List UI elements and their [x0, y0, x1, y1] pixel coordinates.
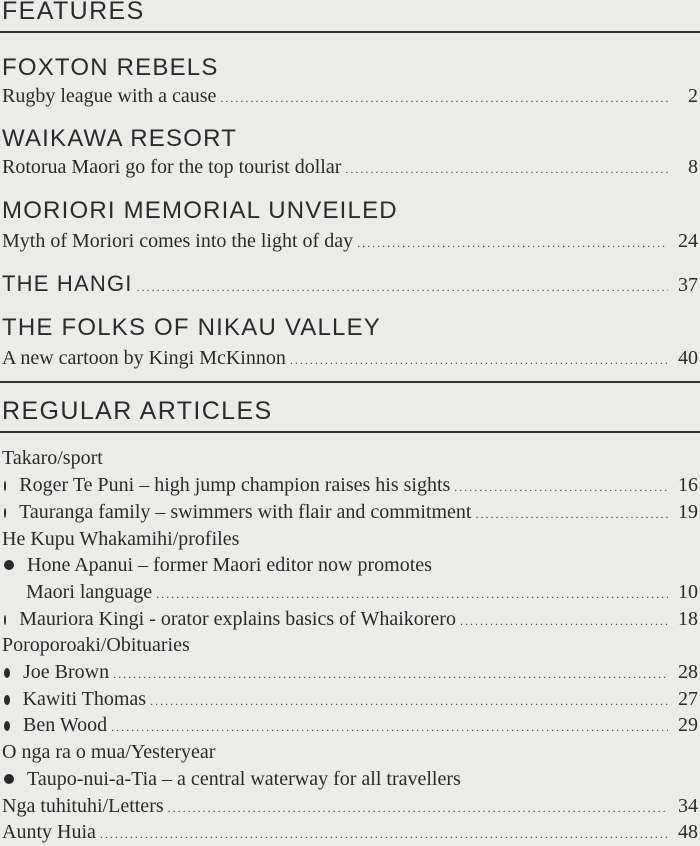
page-number: 2 [688, 85, 698, 107]
entry-title: Myth of Moriori comes into the light of day [2, 230, 354, 252]
dot-leader [454, 475, 668, 499]
entry-title: Tauranga family – swimmers with flair and commitment [19, 501, 472, 523]
page-number: 18 [678, 608, 698, 630]
entry-title: A new cartoon by Kingi McKinnon [2, 347, 286, 369]
dot-leader [168, 796, 668, 820]
dot-leader [357, 231, 668, 255]
dot-leader [345, 157, 668, 181]
article-entry-joe-brown[interactable] [2, 660, 698, 684]
feature-entry-foxton[interactable] [2, 84, 698, 108]
bullet-icon [4, 695, 10, 705]
dot-leader [156, 582, 668, 606]
feature-heading-nikau: THE FOLKS OF NIKAU VALLEY [2, 314, 381, 341]
regular-articles-title: REGULAR ARTICLES [2, 397, 273, 425]
bullet-icon [4, 560, 14, 570]
bullet-icon [4, 668, 10, 678]
features-rule [0, 31, 700, 33]
page-number: 10 [678, 581, 698, 603]
feature-heading-hangi: THE HANGI [2, 271, 133, 296]
entry-title: Ben Wood [22, 714, 108, 736]
bullet-icon [4, 508, 6, 518]
page-number: 48 [678, 821, 698, 843]
page-number: 28 [678, 661, 698, 683]
dot-leader [150, 689, 668, 713]
bullet-icon [4, 721, 10, 731]
dot-leader [111, 715, 668, 739]
bullet-icon [4, 481, 6, 491]
page-number: 27 [678, 688, 698, 710]
entry-title: Mauriora Kingi - orator explains basics of Whaikorero [19, 608, 456, 630]
dot-leader [100, 822, 668, 846]
regular-articles-rule [0, 431, 700, 433]
page-number: 24 [678, 230, 698, 252]
article-entry-ben-wood[interactable] [2, 713, 698, 737]
bullet-icon [4, 774, 14, 784]
article-entry-kawiti-thomas[interactable] [2, 687, 698, 711]
entry-title: Rotorua Maori go for the top tourist dollar [2, 156, 342, 178]
bullet-icon [4, 615, 6, 625]
article-entry-hone-apanui-line1[interactable] [2, 553, 432, 577]
page-number: 37 [678, 274, 698, 296]
article-entry-aunty-huia[interactable] [2, 820, 698, 844]
entry-title: Taupo-nui-a-Tia – a central waterway for all travellers [27, 768, 461, 790]
dot-leader [137, 275, 668, 299]
category-profiles: He Kupu Whakamihi/profiles [2, 528, 240, 550]
dot-leader [290, 348, 668, 372]
feature-heading-moriori: MORIORI MEMORIAL UNVEILED [2, 197, 398, 224]
dot-leader [460, 609, 668, 633]
feature-entry-nikau[interactable] [2, 346, 698, 370]
dot-leader [220, 86, 668, 110]
article-entry-roger-te-puni[interactable] [2, 473, 698, 497]
page-number: 16 [678, 474, 698, 496]
feature-entry-moriori[interactable] [2, 229, 698, 253]
category-obituaries: Poroporoaki/Obituaries [2, 634, 190, 656]
article-entry-taupo-nui-a-tia[interactable] [2, 767, 461, 791]
page-number: 8 [688, 156, 698, 178]
article-entry-letters[interactable] [2, 794, 698, 818]
entry-title: Aunty Huia [2, 821, 96, 843]
category-yesteryear: O nga ra o mua/Yesteryear [2, 741, 216, 763]
entry-title: Rugby league with a cause [2, 85, 217, 107]
features-end-rule [0, 381, 700, 383]
dot-leader [113, 662, 668, 686]
article-entry-tauranga-family[interactable] [2, 500, 698, 524]
page-number: 34 [678, 795, 698, 817]
feature-entry-waikawa[interactable] [2, 155, 698, 179]
dot-leader [475, 502, 668, 526]
entry-title: Roger Te Puni – high jump champion raises his sights [19, 474, 451, 496]
entry-title: Hone Apanui – former Maori editor now promotes [27, 554, 432, 576]
article-entry-hone-apanui-line2[interactable] [26, 580, 698, 604]
entry-title: Kawiti Thomas [22, 688, 147, 710]
entry-title-continued: Maori language [26, 581, 153, 603]
page-number: 29 [678, 714, 698, 736]
page-number: 19 [678, 501, 698, 523]
page-number: 40 [678, 347, 698, 369]
article-entry-mauriora-kingi[interactable] [2, 607, 698, 631]
feature-heading-foxton: FOXTON REBELS [2, 54, 219, 81]
entry-title: Nga tuhituhi/Letters [2, 795, 164, 817]
feature-heading-waikawa: WAIKAWA RESORT [2, 125, 238, 152]
features-title: FEATURES [2, 0, 145, 25]
entry-title: Joe Brown [22, 661, 110, 683]
category-sport: Takaro/sport [2, 447, 103, 469]
feature-entry-hangi[interactable] [2, 272, 698, 296]
